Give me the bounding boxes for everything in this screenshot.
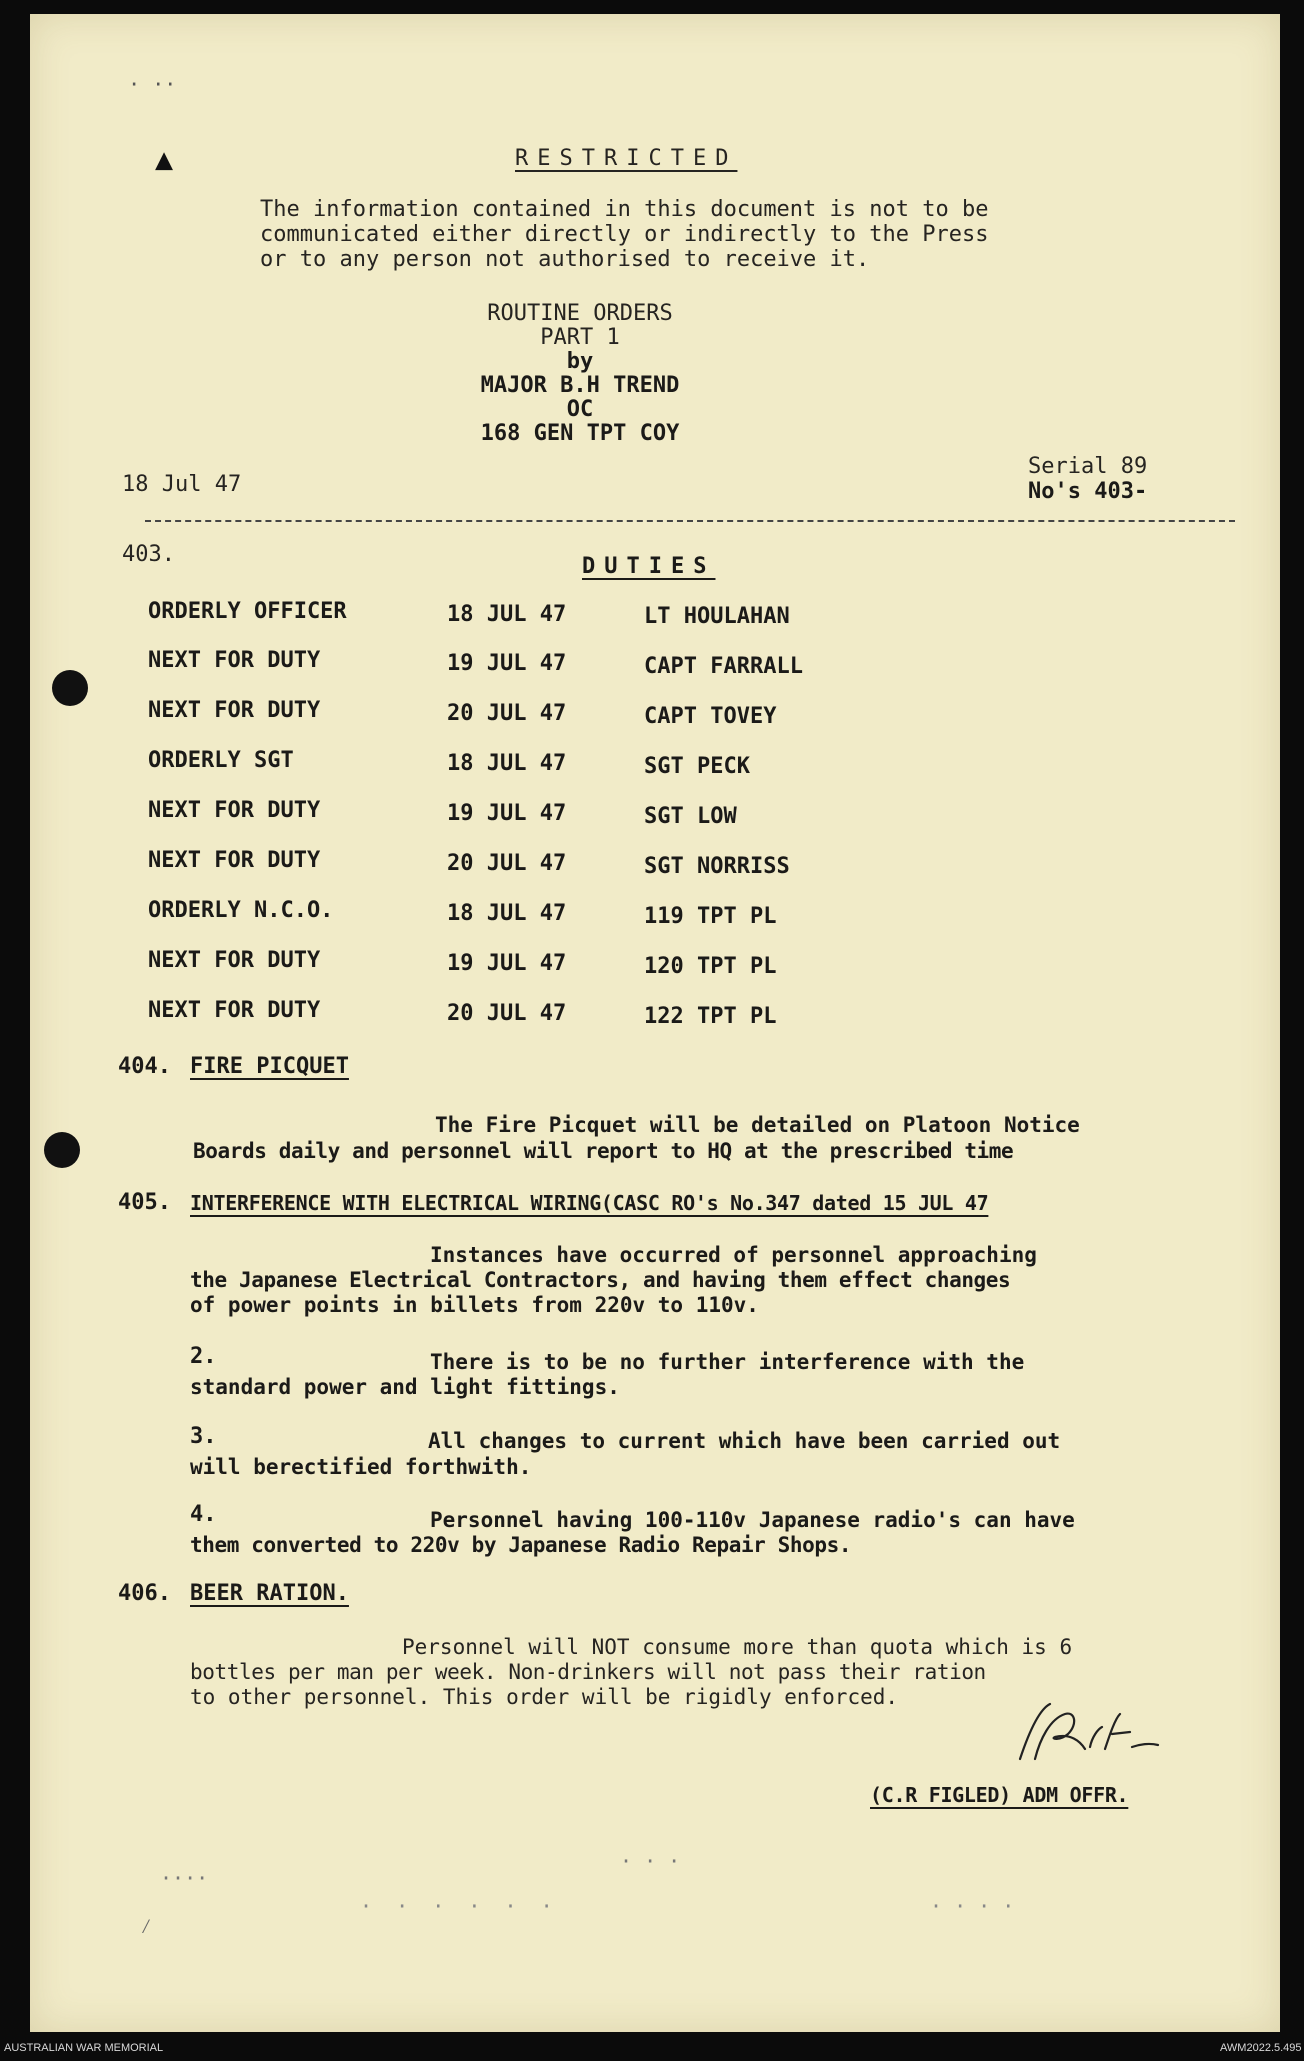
duty-name: SGT PECK <box>644 754 750 779</box>
ink-mark: ···· <box>160 1866 209 1890</box>
title-line-3: by <box>566 349 594 374</box>
serial-number: Serial 89 <box>1028 454 1148 479</box>
duty-date: 19 JUL 47 <box>447 651 567 676</box>
ink-mark: · · · <box>620 1849 681 1873</box>
section-404-heading: FIRE PICQUET <box>190 1054 349 1079</box>
duty-date: 18 JUL 47 <box>447 602 567 627</box>
duties-heading: DUTIES <box>582 554 716 579</box>
duty-name: LT HOULAHAN <box>644 604 790 629</box>
order-numbers: No's 403- <box>1028 479 1148 504</box>
section-405-number: 405. <box>118 1190 171 1215</box>
duty-role: NEXT FOR DUTY <box>148 648 321 673</box>
section-405-para-4-number: 4. <box>190 1502 217 1527</box>
duty-role: NEXT FOR DUTY <box>148 798 321 823</box>
duty-name: SGT NORRISS <box>644 854 790 879</box>
footer-left: AUSTRALIAN WAR MEMORIAL <box>4 2042 164 2054</box>
ink-mark: ⁄ <box>140 1914 153 1938</box>
duty-date: 19 JUL 47 <box>447 951 567 976</box>
duty-role: NEXT FOR DUTY <box>148 998 321 1023</box>
punch-hole <box>44 1132 80 1168</box>
duty-role: NEXT FOR DUTY <box>148 848 321 873</box>
title-line-4: MAJOR B.H TREND <box>480 373 680 398</box>
duty-name: SGT LOW <box>644 804 737 829</box>
section-406-number: 406. <box>118 1581 171 1606</box>
section-405-para-2-number: 2. <box>190 1344 217 1369</box>
section-405-para-4-line-1: Personnel having 100-110v Japanese radio's can have <box>430 1508 1075 1532</box>
notice-line-2: communicated either directly or indirectly to the Press <box>260 222 989 247</box>
duty-role: NEXT FOR DUTY <box>148 698 321 723</box>
duty-date: 18 JUL 47 <box>447 901 567 926</box>
section-405-para-3-line-1: All changes to current which have been carried out <box>428 1429 1061 1453</box>
title-line-1: ROUTINE ORDERS <box>487 301 673 326</box>
section-404-line-1: The Fire Picquet will be detailed on Platoon Notice <box>435 1113 1080 1137</box>
duty-date: 20 JUL 47 <box>447 851 567 876</box>
duty-date: 19 JUL 47 <box>447 801 567 826</box>
document-page <box>30 14 1280 2032</box>
notice-line-3: or to any person not authorised to receive it. <box>260 247 870 272</box>
duty-name: 119 TPT PL <box>644 904 777 929</box>
duty-role: ORDERLY N.C.O. <box>148 898 334 923</box>
section-405-heading: INTERFERENCE WITH ELECTRICAL WIRING(CASC RO's No.347 dated 15 JUL 47 <box>190 1191 989 1215</box>
section-405-para-3-line-2: will berectified forthwith. <box>190 1455 532 1479</box>
section-405-para-1-line-2: the Japanese Electrical Contractors, and having them effect changes <box>190 1268 1011 1292</box>
divider-rule <box>145 520 1235 522</box>
signature-block: (C.R FIGLED) ADM OFFR. <box>870 1783 1129 1807</box>
punch-hole <box>52 670 88 706</box>
section-404-number: 404. <box>118 1054 171 1079</box>
title-line-6: 168 GEN TPT COY <box>480 421 680 446</box>
duty-role: NEXT FOR DUTY <box>148 948 321 973</box>
duty-name: CAPT TOVEY <box>644 704 777 729</box>
ink-mark: ▲ <box>155 142 174 177</box>
section-405-para-3-number: 3. <box>190 1424 217 1449</box>
section-405-para-1-line-3: of power points in billets from 220v to 110v. <box>190 1293 759 1317</box>
section-405-para-1-line-1: Instances have occurred of personnel approaching <box>430 1243 1037 1267</box>
section-406-line-1: Personnel will NOT consume more than quota which is 6 <box>402 1635 1073 1659</box>
handwritten-signature <box>980 1699 1180 1779</box>
duty-name: CAPT FARRALL <box>644 654 803 679</box>
ink-mark: · · · · <box>930 1894 1015 1918</box>
ink-mark: · · · · · · <box>360 1894 553 1918</box>
duty-role: ORDERLY SGT <box>148 748 294 773</box>
section-406-heading: BEER RATION. <box>190 1581 349 1606</box>
title-line-2: PART 1 <box>540 325 620 350</box>
ink-mark: ⋅ ⋅⋅ <box>128 72 177 96</box>
duty-date: 20 JUL 47 <box>447 1001 567 1026</box>
title-line-5: OC <box>566 397 594 422</box>
section-405-para-2-line-2: standard power and light fittings. <box>190 1375 620 1399</box>
duty-date: 20 JUL 47 <box>447 701 567 726</box>
duty-role: ORDERLY OFFICER <box>148 599 347 624</box>
section-406-line-3: to other personnel. This order will be rigidly enforced. <box>190 1685 899 1709</box>
duty-name: 122 TPT PL <box>644 1004 777 1029</box>
section-405-para-4-line-2: them converted to 220v by Japanese Radio Repair Shops. <box>190 1533 852 1557</box>
document-date: 18 Jul 47 <box>122 472 242 497</box>
notice-line-1: The information contained in this document is not to be <box>260 197 989 222</box>
classification-label: RESTRICTED <box>515 146 738 171</box>
section-404-line-2: Boards daily and personnel will report to HQ at the prescribed time <box>193 1139 1014 1163</box>
section-406-line-2: bottles per man per week. Non-drinkers will not pass their ration <box>190 1660 986 1684</box>
duty-date: 18 JUL 47 <box>447 751 567 776</box>
footer-right: AWM2022.5.495 <box>1220 2042 1302 2054</box>
duty-name: 120 TPT PL <box>644 954 777 979</box>
section-403-number: 403. <box>122 542 175 567</box>
section-405-para-2-line-1: There is to be no further interference with the <box>430 1350 1025 1374</box>
